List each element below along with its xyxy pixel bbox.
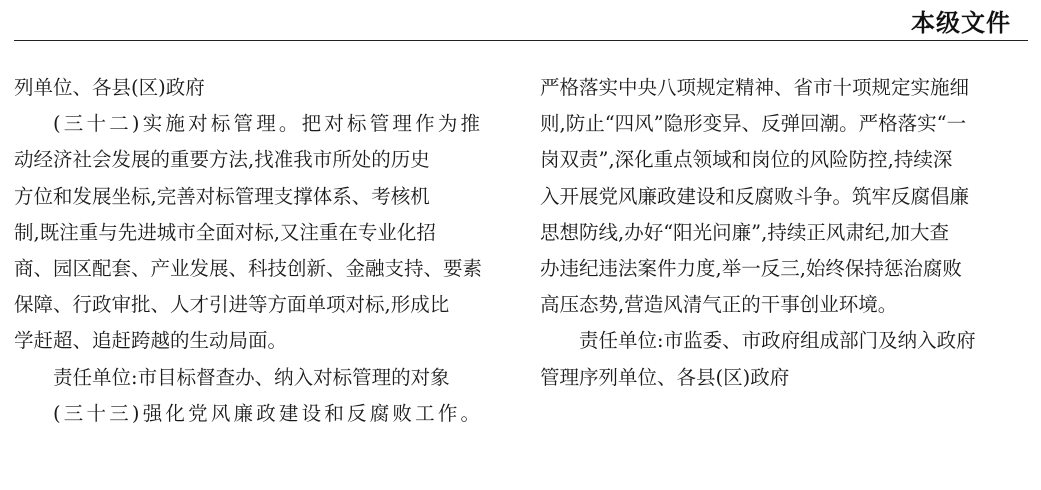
header-divider [14, 40, 1028, 41]
text-line: 则,防止“四风”隐形变异、反弹回潮。严格落实“一 [540, 112, 967, 136]
section-heading-32: (三十二)实施对标管理。把对标管理作为推 [53, 112, 484, 136]
right-column [540, 70, 1030, 396]
text-line: 思想防线,办好“阳光问廉”,持续正风肃纪,加大查 [540, 220, 950, 244]
left-column [14, 70, 504, 432]
text-line: 方位和发展坐标,完善对标管理支撑体系、考核机 [14, 184, 430, 208]
text-line: 管理序列单位、各县(区)政府 [540, 365, 790, 389]
text-line: 学赶超、追赶跨越的生动局面。 [14, 329, 288, 353]
text-line: 严格落实中央八项规定精神、省市十项规定实施细 [540, 76, 970, 99]
text-line: 列单位、各县(区)政府 [14, 76, 205, 99]
section-label: 本级文件 [911, 9, 1011, 37]
section-heading-33: (三十三)强化党风廉政建设和反腐败工作。 [53, 401, 484, 425]
text-line: 办违纪违法案件力度,举一反三,始终保持惩治腐败 [540, 256, 962, 280]
responsible-unit-line: 责任单位:市监委、市政府组成部门及纳入政府 [579, 329, 976, 353]
text-line: 保障、行政审批、人才引进等方面单项对标,形成比 [14, 293, 450, 317]
responsible-unit-line: 责任单位:市目标督查办、纳入对标管理的对象 [53, 365, 450, 389]
text-line: 商、园区配套、产业发展、科技创新、金融支持、要素 [14, 256, 483, 280]
text-line: 动经济社会发展的重要方法,找准我市所处的历史 [14, 148, 430, 172]
text-line: 制,既注重与先进城市全面对标,又注重在专业化招 [14, 220, 436, 244]
text-line: 高压态势,营造风清气正的干事创业环境。 [540, 293, 898, 317]
text-line: 岗双责”,深化重点领域和岗位的风险防控,持续深 [540, 148, 953, 172]
text-line: 入开展党风廉政建设和反腐败斗争。筑牢反腐倡廉 [540, 184, 970, 208]
